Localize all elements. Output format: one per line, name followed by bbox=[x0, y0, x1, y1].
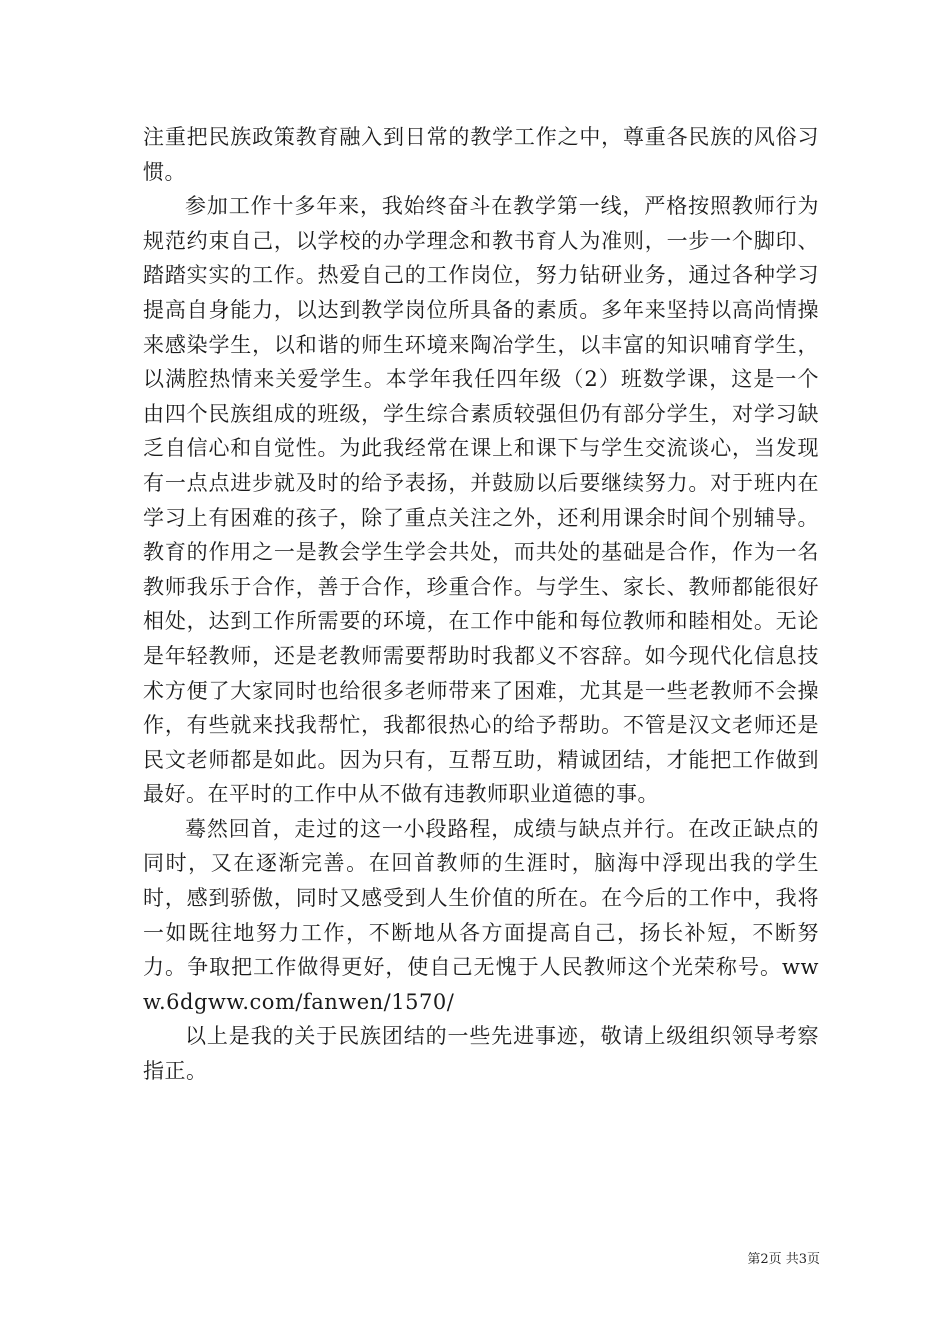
paragraph-continuation: 注重把民族政策教育融入到日常的教学工作之中，尊重各民族的风俗习惯。 bbox=[143, 125, 819, 184]
document-body bbox=[143, 120, 819, 1089]
paragraph-work-history: 参加工作十多年来，我始终奋斗在教学第一线，严格按照教师行为规范约束自己，以学校的办学理念和教书育人为准则，一步一个脚印、踏踏实实的工作。热爱自己的工作岗位，努力钻研业务，通过各种学习提高自身能力，以达到教学岗位所具备的素质。多年来坚持以高尚情操来感染学生，以和谐的师生环境来陶冶学生，以丰富的知识哺育学生，以满腔热情来关爱学生。本学年我任四年级（2）班数学课，这是一个由四个民族组成的班级，学生综合素质较强但仍有部分学生，对学习缺乏自信心和自觉性。为此我经常在课上和课下与学生交流谈心，当发现有一点点进步就及时的给予表扬，并鼓励以后要继续努力。对于班内在学习上有困难的孩子，除了重点关注之外，还利用课余时间个别辅导。教育的作用之一是教会学生学会共处，而共处的基础是合作，作为一名教师我乐于合作，善于合作，珍重合作。与学生、家长、教师都能很好相处，达到工作所需要的环境，在工作中能和每位教师和睦相处。无论是年轻教师，还是老教师需要帮助时我都义不容辞。如今现代化信息技术方便了大家同时也给很多老师带来了困难，尤其是一些老教师不会操作，有些就来找我帮忙，我都很热心的给予帮助。不管是汉文老师还是民文老师都是如此。因为只有，互帮互助，精诚团结，才能把工作做到最好。在平时的工作中从不做有违教师职业道德的事。 bbox=[143, 194, 819, 807]
page-number: 第2页 共3页 bbox=[747, 1252, 820, 1267]
paragraph-closing: 以上是我的关于民族团结的一些先进事迹，敬请上级组织领导考察指正。 bbox=[143, 1024, 819, 1084]
paragraph-reflection: 蓦然回首，走过的这一小段路程，成绩与缺点并行。在改正缺点的同时，又在逐渐完善。在回首教师的生涯时，脑海中浮现出我的学生时，感到骄傲，同时又感受到人生价值的所在。在今后的工作中，我将一如既往地努力工作，不断地从各方面提高自己，扬长补短，不断努力。争取把工作做得更好，使自己无愧于人民教师这个光荣称号。www.6dgww.com/fanwen/1570/ bbox=[143, 816, 819, 1014]
